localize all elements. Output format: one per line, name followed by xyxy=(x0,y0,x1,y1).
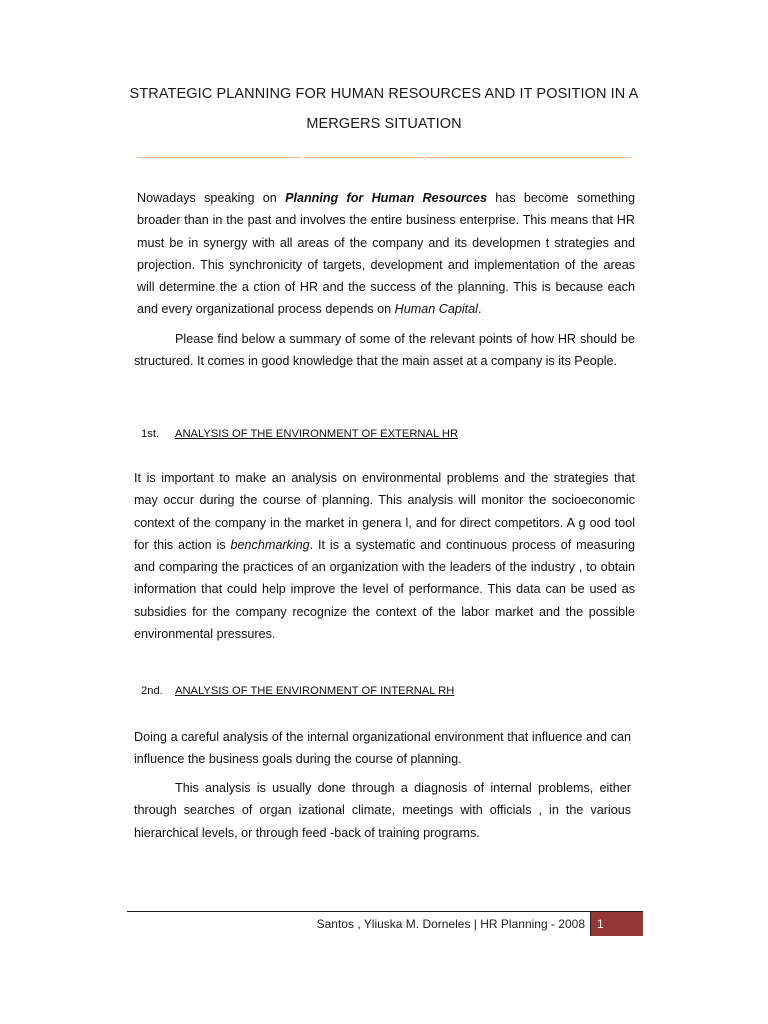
section-1-text: It is important to make an analysis on environmental problems and the strategies that may occur during the course of planning. This analysis will monitor the socioeconomic context of the company in the market in genera l, and for direct competitors. A g ood tool for this action is xyxy=(134,471,635,552)
intro-text: has become something broader than in the past and involves the entire business enterprise. This means that HR must be in synergy with all areas of the company and its developmen t strategies and projection. This synchronicity of targets, development and implementation of the areas will determine the a ction of HR and the success of the planning. This is because each and every organizational process depends on xyxy=(137,191,636,317)
section-1-number: 1st. xyxy=(141,428,160,440)
title-underline-segment xyxy=(137,157,300,158)
section-2-number: 2nd. xyxy=(141,685,163,697)
summary-paragraph: Please find below a summary of some of the relevant points of how HR should be structured. It comes in good knowledge that the main asset at a company is its People. xyxy=(134,332,635,369)
document-title-line-2: MERGERS SITUATION xyxy=(306,116,462,132)
intro-paragraph xyxy=(137,187,635,321)
section-2-title: ANALYSIS OF THE ENVIRONMENT OF INTERNAL RH xyxy=(175,685,455,697)
title-underline-segment xyxy=(426,157,631,158)
title-underline-segment xyxy=(303,157,423,158)
section-1-title: ANALYSIS OF THE ENVIRONMENT OF EXTERNAL HR xyxy=(175,428,459,440)
intro-text: . xyxy=(477,302,482,317)
section-1-heading xyxy=(141,428,458,440)
footer-rule xyxy=(127,911,643,912)
intro-italic: Human Capital xyxy=(394,302,478,317)
section-2-paragraph-2: This analysis is usually done through a diagnosis of internal problems, either through searches of organ izational climate, meetings with officials , in the various hierarchical levels, or through feed -back of training programs. xyxy=(134,781,631,840)
section-2-paragraph-1: Doing a careful analysis of the internal organizational environment that influence and can influence the business goals during the course of planning. xyxy=(134,730,631,767)
page-number: 1 xyxy=(597,917,604,931)
intro-emphasis: Planning for Human Resources xyxy=(285,191,487,205)
section-2-heading xyxy=(141,685,454,697)
footer-text: Santos , Yliuska M. Dorneles | HR Planning - 2008 xyxy=(316,917,585,931)
intro-text: Nowadays speaking on xyxy=(137,191,286,205)
document-title-line-1: STRATEGIC PLANNING FOR HUMAN RESOURCES AND IT POSITION IN A xyxy=(129,86,639,102)
section-1-text: . It is a systematic and continuous process of measuring and comparing the practices of an organization with the leaders of the industry , to obtain information that could help improve the level of performance. This data can be used as subsidies for the company recognize the context of the labor market and the possible environmental pressures. xyxy=(134,537,635,642)
section-1-paragraph xyxy=(134,467,635,645)
section-1-italic: benchmarking xyxy=(230,537,310,552)
